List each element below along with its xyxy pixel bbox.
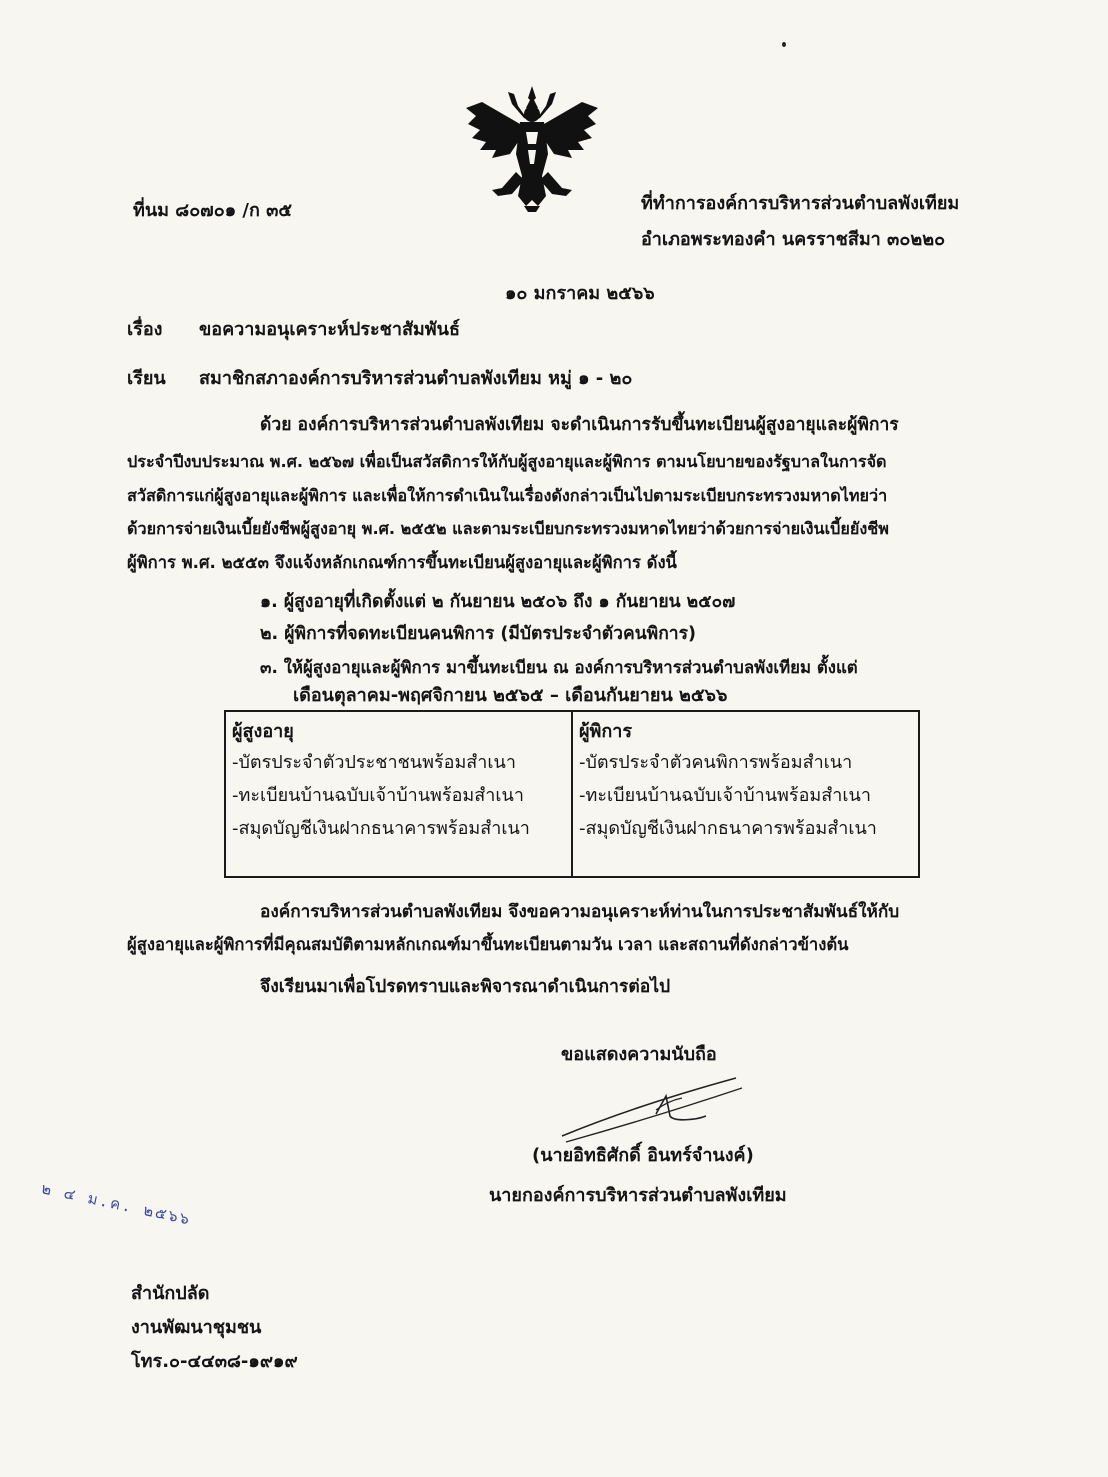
- documents-table: [224, 710, 920, 878]
- disabled-header: ผู้พิการ: [579, 721, 633, 742]
- closing-salutation: ขอแสดงความนับถือ: [561, 1044, 717, 1065]
- signer-name: (นายอิทธิศักดิ์ อินทร์จำนงค์): [532, 1145, 754, 1166]
- elderly-column: [225, 711, 572, 877]
- signature-mark: [556, 1070, 756, 1150]
- disabled-column: [572, 711, 919, 877]
- elderly-item: -ทะเบียนบ้านฉบับเจ้าบ้านพร้อมสำเนา: [232, 785, 524, 806]
- sender-address-line1: ที่ทำการองค์การบริหารส่วนตำบลพังเทียม: [641, 193, 960, 214]
- to-label: เรียน: [127, 368, 166, 389]
- body-line: ด้วยการจ่ายเงินเบี้ยยังชีพผู้สูงอายุ พ.ศ. ๒๕๕๒ และตามระเบียบกระทรวงมหาดไทยว่าด้วยการจ่ายเงินเบี้ยยังชีพ: [127, 519, 889, 538]
- office-name: สำนักปลัด: [131, 1283, 210, 1304]
- body-line: ผู้พิการ พ.ศ. ๒๕๕๓ จึงแจ้งหลักเกณฑ์การขึ้นทะเบียนผู้สูงอายุและผู้พิการ ดังนี้: [127, 553, 677, 572]
- disabled-item: -สมุดบัญชีเงินฝากธนาคารพร้อมสำเนา: [579, 818, 877, 839]
- signer-title: นายกองค์การบริหารส่วนตำบลพังเทียม: [489, 1185, 787, 1206]
- reference-number: ที่นม ๘๐๗๐๑ /ก ๓๕: [133, 200, 293, 221]
- criteria-item: ๓. ให้ผู้สูงอายุและผู้พิการ มาขึ้นทะเบียน ณ องค์การบริหารส่วนตำบลพังเทียม ตั้งแต่: [260, 657, 858, 677]
- closing-request: จึงเรียนมาเพื่อโปรดทราบและพิจารณาดำเนินการต่อไป: [260, 977, 671, 997]
- subject-text: ขอความอนุเคราะห์ประชาสัมพันธ์: [199, 319, 460, 340]
- subject-label: เรื่อง: [127, 319, 163, 340]
- body-line: ด้วย องค์การบริหารส่วนตำบลพังเทียม จะดำเนินการรับขึ้นทะเบียนผู้สูงอายุและผู้พิการ: [260, 415, 899, 435]
- request-line: องค์การบริหารส่วนตำบลพังเทียม จึงขอความอนุเคราะห์ท่านในการประชาสัมพันธ์ให้กับ: [260, 902, 900, 922]
- letter-date: ๑๐ มกราคม ๒๕๖๖: [505, 283, 655, 304]
- elderly-header: ผู้สูงอายุ: [232, 721, 294, 742]
- body-line: ประจำปีงบประมาณ พ.ศ. ๒๕๖๗ เพื่อเป็นสวัสดิการให้กับผู้สูงอายุและผู้พิการ ตามนโยบายของรัฐบาลในการจัด: [127, 452, 887, 471]
- ink-speck: [782, 42, 786, 47]
- sender-address-line2: อำเภอพระทองคำ นครราชสีมา ๓๐๒๒๐: [641, 229, 946, 250]
- to-text: สมาชิกสภาองค์การบริหารส่วนตำบลพังเทียม หมู่ ๑ - ๒๐: [199, 368, 633, 389]
- request-line: ผู้สูงอายุและผู้พิการที่มีคุณสมบัติตามหลักเกณฑ์มาขึ้นทะเบียนตามวัน เวลา และสถานที่ดังกล่าวข้างต้น: [127, 935, 849, 954]
- elderly-item: -บัตรประจำตัวประชาชนพร้อมสำเนา: [232, 752, 516, 773]
- disabled-item: -ทะเบียนบ้านฉบับเจ้าบ้านพร้อมสำเนา: [579, 785, 871, 806]
- criteria-item: ๒. ผู้พิการที่จดทะเบียนคนพิการ (มีบัตรประจำตัวคนพิการ): [260, 624, 697, 644]
- received-date-stamp: ๒ ๔ ม.ค. ๒๕๖๖: [39, 1179, 193, 1229]
- garuda-emblem-icon: [462, 84, 602, 214]
- elderly-item: -สมุดบัญชีเงินฝากธนาคารพร้อมสำเนา: [232, 818, 530, 839]
- body-line: สวัสดิการแก่ผู้สูงอายุและผู้พิการ และเพื่อให้การดำเนินในเรื่องดังกล่าวเป็นไปตามระเบียบกระทรวงมหาดไทยว่า: [127, 486, 888, 505]
- registration-period: เดือนตุลาคม-พฤศจิกายน ๒๕๖๕ – เดือนกันยายน ๒๕๖๖: [293, 685, 728, 706]
- division-name: งานพัฒนาชุมชน: [131, 1317, 262, 1338]
- criteria-item: ๑. ผู้สูงอายุที่เกิดตั้งแต่ ๒ กันยายน ๒๕๐๖ ถึง ๑ กันยายน ๒๕๐๗: [260, 592, 736, 612]
- phone-number: โทร.๐-๔๔๓๘-๑๙๑๙: [131, 1351, 298, 1372]
- disabled-item: -บัตรประจำตัวคนพิการพร้อมสำเนา: [579, 752, 853, 773]
